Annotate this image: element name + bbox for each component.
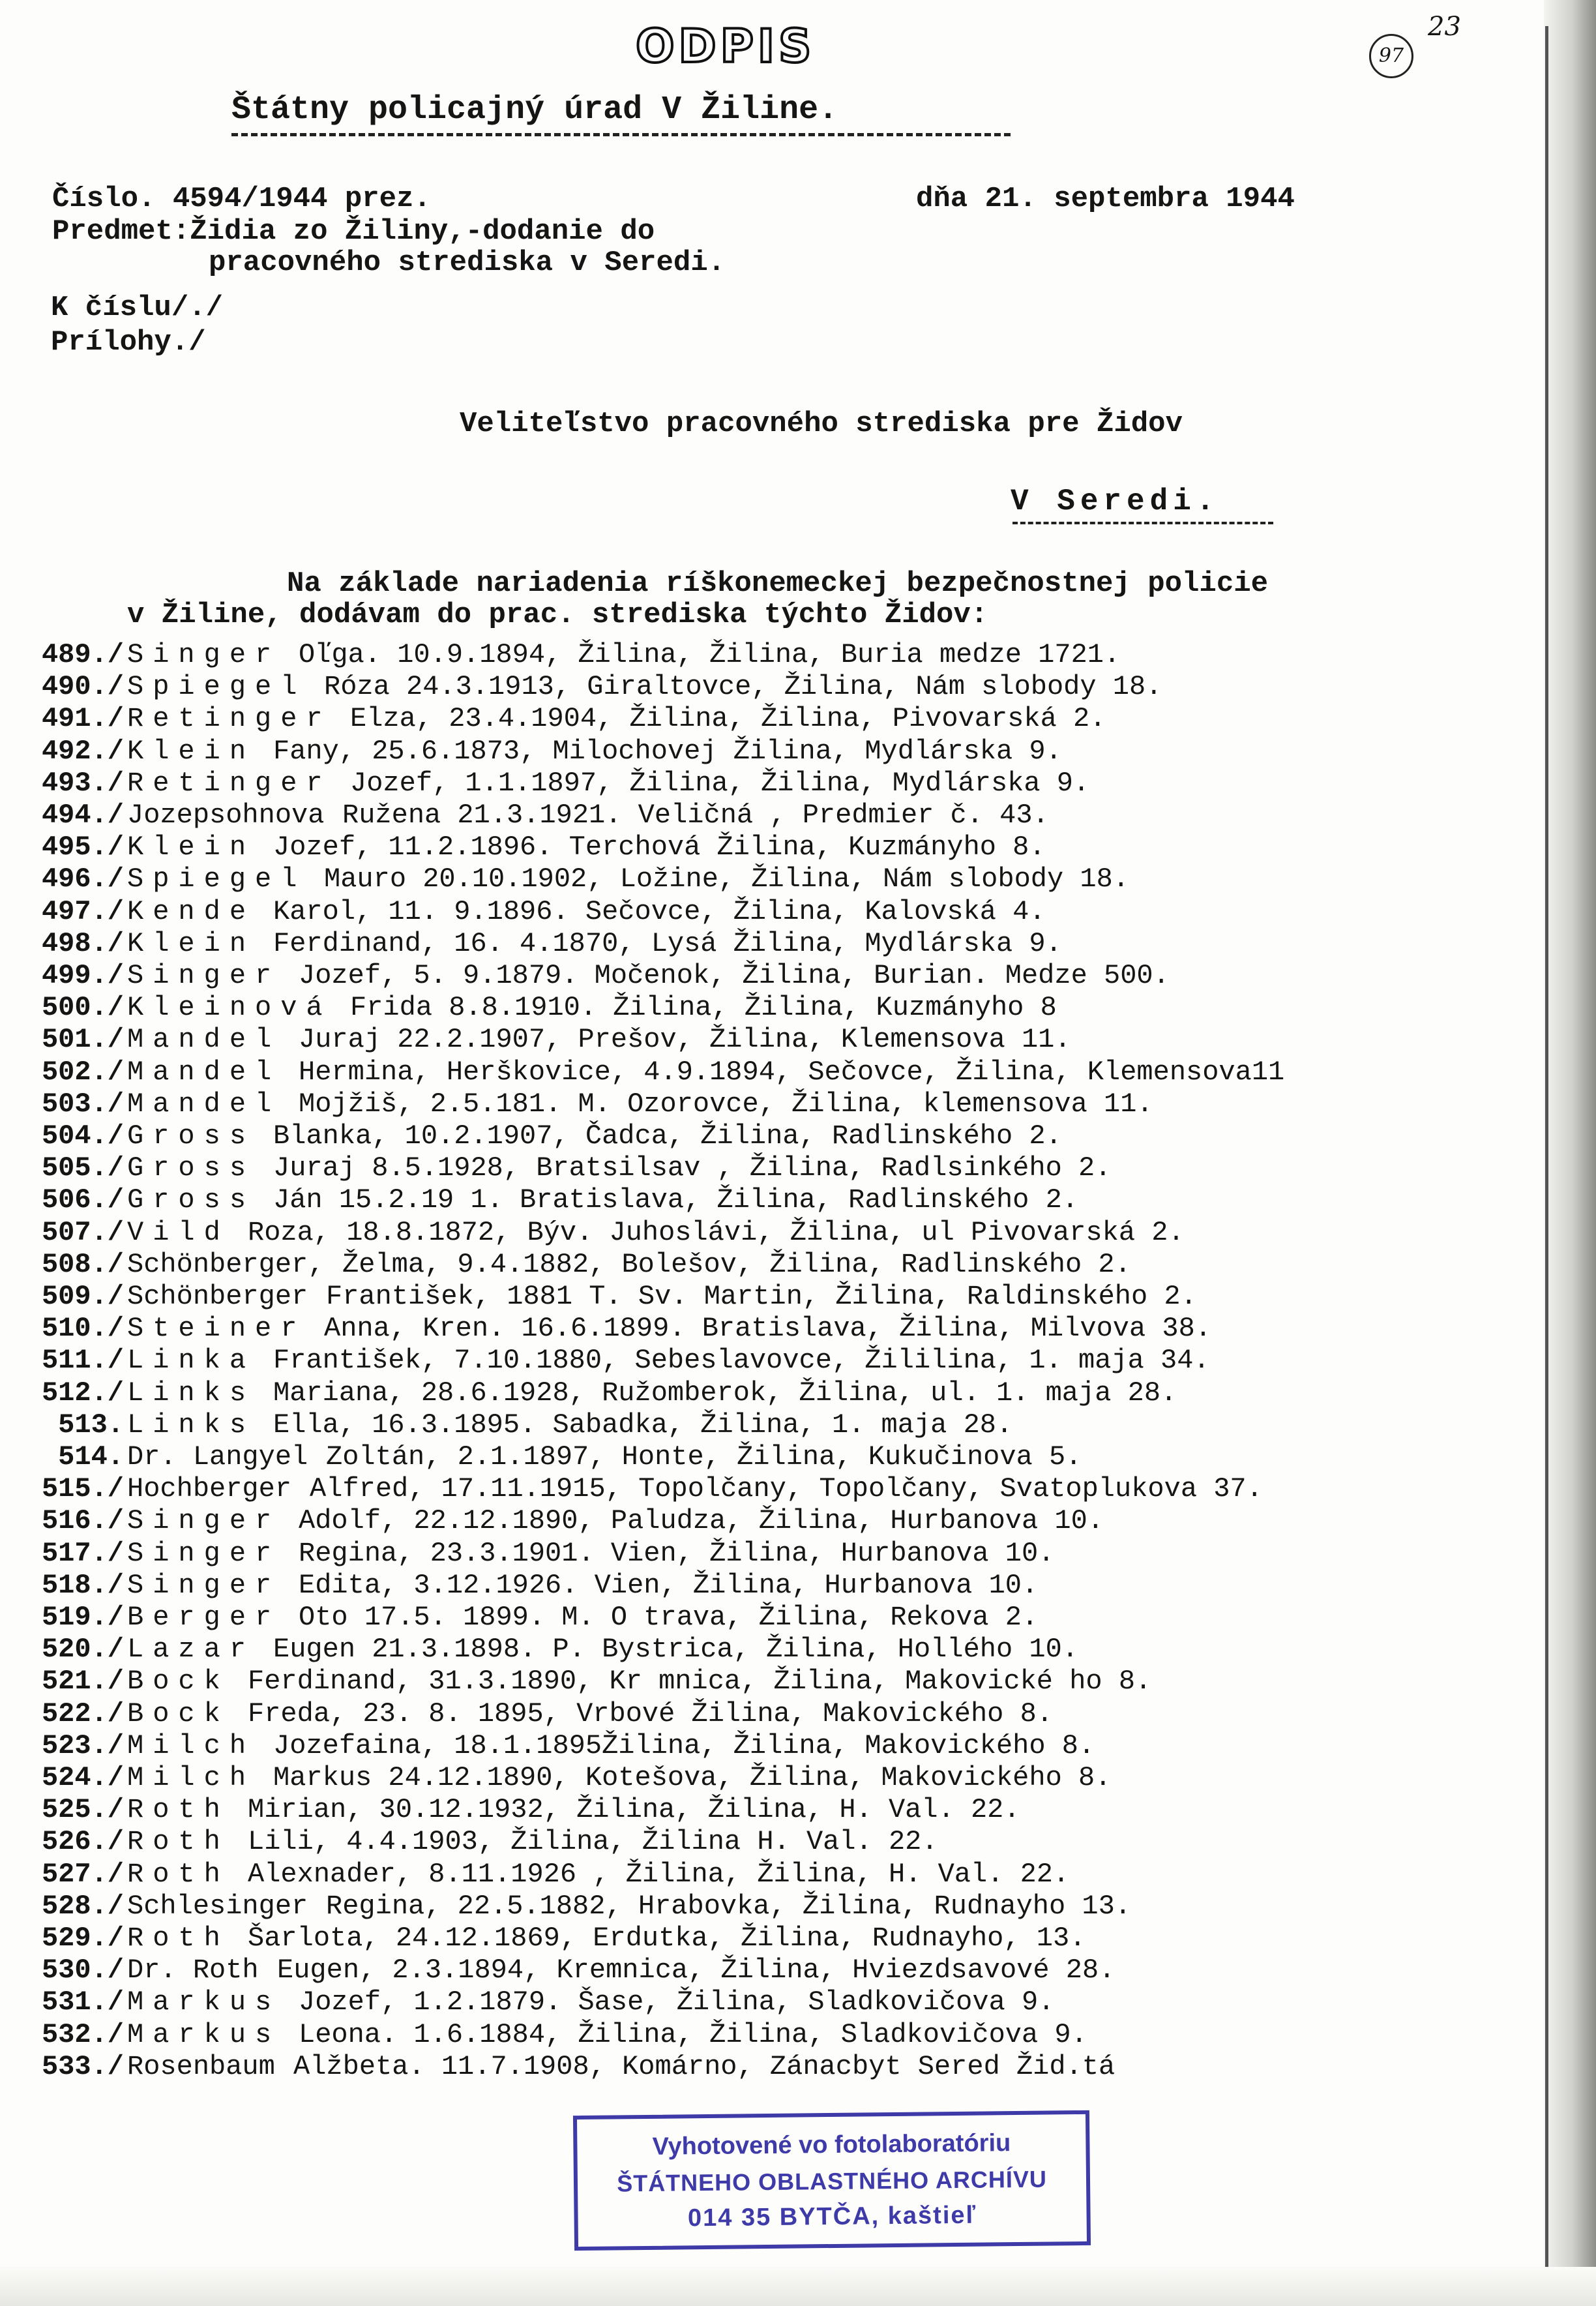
entry-details: Jozef, 1.1.1897, Žilina, Žilina, Mydlárska 9. [350, 767, 1090, 799]
entry-surname: Roth [127, 1923, 229, 1954]
entry-number: 505./ [41, 1152, 124, 1184]
entry-details: Alžbeta. 11.7.1908, Komárno, Zánacbyt Sered Žid.tá [293, 2050, 1116, 2082]
entry-details: Edita, 3.12.1926. Vien, Žilina, Hurbanova 10. [299, 1569, 1039, 1601]
entry-details: Freda, 23. 8. 1895, Vrbové Žilina, Makovického 8. [248, 1698, 1054, 1730]
entry-surname: Links [127, 1409, 256, 1441]
entry-number: 504./ [41, 1120, 124, 1152]
entry-number: 524./ [41, 1762, 124, 1793]
entry-number: 498./ [41, 927, 124, 959]
entry-surname: Singer [127, 1537, 281, 1569]
entry-details: Šarlota, 24.12.1869, Erdutka, Žilina, Rudnayho, 13. [248, 1923, 1086, 1954]
subject-line-2: pracovného strediska v Seredi. [209, 247, 726, 279]
entry-details: Roza, 18.8.1872, Býv. Juhoslávi, Žilina, ul Pivovarská 2. [248, 1216, 1185, 1248]
entry-details: Markus 24.12.1890, Kotešova, Žilina, Makovického 8. [273, 1762, 1112, 1793]
addressee: Veliteľstvo pracovného strediska pre Židov [460, 408, 1183, 440]
entry-details: Hermina, Herškovice, 4.9.1894, Sečovce, Žilina, Klemensova11 [299, 1056, 1285, 1088]
entry-surname: Links [127, 1377, 256, 1409]
entry-surname: Schönberger, [127, 1248, 325, 1280]
entry-number: 494./ [41, 800, 124, 831]
entry-surname: Singer [127, 639, 281, 670]
entry-number: 514. [58, 1441, 124, 1473]
entry-number: 531./ [41, 1986, 124, 2018]
entry-surname: Mandel [127, 1056, 281, 1088]
entry-number: 497./ [41, 895, 124, 927]
stamp-line-2: ŠTÁTNEHO OBLASTNÉHO ARCHÍVU [616, 2165, 1048, 2197]
entry-surname: Singer [127, 960, 281, 991]
document-date: dňa 21. septembra 1944 [916, 183, 1295, 215]
entry-surname: Bock [127, 1698, 229, 1730]
entry-number: 523./ [41, 1730, 124, 1761]
entry-number: 528./ [41, 1890, 124, 1922]
entry-details: Alfred, 17.11.1915, Topolčany, Topolčany, Svatoplukova 37. [310, 1473, 1263, 1505]
entry-number: 509./ [41, 1281, 124, 1312]
reference-number: Číslo. 4594/1944 prez. [52, 183, 431, 215]
entry-surname: Mandel [127, 1024, 281, 1056]
entry-details: Jozefaina, 18.1.1895Žilina, Žilina, Makovického 8. [273, 1730, 1095, 1761]
entry-number: 493./ [41, 767, 124, 799]
entry-number: 517./ [41, 1537, 124, 1569]
entry-details: Mirian, 30.12.1932, Žilina, Žilina, H. Val. 22. [248, 1794, 1020, 1826]
entry-details: Alexnader, 8.11.1926 , Žilina, Žilina, H. Val. 22. [248, 1858, 1070, 1890]
entry-details: Oľga. 10.9.1894, Žilina, Žilina, Buria medze 1721. [299, 639, 1121, 670]
entry-details: Regina, 22.5.1882, Hrabovka, Žilina, Rudnayho 13. [326, 1890, 1132, 1922]
entry-surname: Lazar [127, 1634, 256, 1666]
entry-number: 508./ [41, 1248, 124, 1280]
office-underline [231, 133, 1011, 136]
entry-surname: Retinger [127, 767, 332, 799]
entry-surname: Linka [127, 1345, 256, 1377]
entry-number: 495./ [41, 831, 124, 863]
entry-number: 490./ [41, 671, 124, 703]
entry-details: Mojžiš, 2.5.181. M. Ozorovce, Žilina, klemensova 11. [299, 1088, 1153, 1120]
entry-number: 507./ [41, 1216, 124, 1248]
entry-number: 511./ [41, 1345, 124, 1377]
entry-number: 525./ [41, 1794, 124, 1826]
entry-details: Anna, Kren. 16.6.1899. Bratislava, Žilina, Milvova 38. [324, 1313, 1212, 1345]
entry-surname: Singer [127, 1505, 281, 1537]
entry-surname: Markus [127, 2018, 281, 2050]
intro-line-1: Na základe nariadenia ríškonemeckej bezpečnostnej policie [287, 567, 1269, 600]
entry-number: 492./ [41, 735, 124, 767]
entry-details: Jozef, 11.2.1896. Terchová Žilina, Kuzmányho 8. [273, 831, 1046, 863]
entry-surname: Roth [127, 1826, 229, 1858]
entry-surname: Roth [127, 1794, 229, 1826]
office-name: Štátny policajný úrad V Žiline. [231, 91, 838, 128]
entry-details: František, 1881 T. Sv. Martin, Žilina, Raldinského 2. [326, 1281, 1197, 1312]
entry-surname: Berger [127, 1602, 281, 1633]
entry-surname: Hochberger [127, 1473, 292, 1505]
entry-number: 519./ [41, 1602, 124, 1633]
entry-number: 533./ [41, 2050, 124, 2082]
entry-details: Frida 8.8.1910. Žilina, Žilina, Kuzmányho 8 [350, 992, 1057, 1024]
page-bottom-shadow [0, 2267, 1596, 2306]
entry-details: Oto 17.5. 1899. M. O trava, Žilina, Rekova 2. [299, 1602, 1039, 1633]
entry-surname: Mandel [127, 1088, 281, 1120]
entry-surname: Klein [127, 927, 256, 959]
ref-number-field: K číslu/./ [51, 292, 224, 324]
entry-details: Leona. 1.6.1884, Žilina, Žilina, Sladkovičova 9. [299, 2018, 1087, 2050]
entry-details: Elza, 23.4.1904, Žilina, Žilina, Pivovarská 2. [350, 703, 1106, 735]
entry-details: Ružena 21.3.1921. Veličná , Predmier č. 43. [342, 800, 1049, 831]
entry-surname: Klein [127, 831, 256, 863]
entry-surname: Schlesinger [127, 1890, 308, 1922]
entry-details: Zoltán, 2.1.1897, Honte, Žilina, Kukučinova 5. [326, 1441, 1082, 1473]
entry-number: 518./ [41, 1569, 124, 1601]
entry-details: Mariana, 28.6.1928, Ružomberok, Žilina, ul. 1. maja 28. [273, 1377, 1177, 1409]
addressee-place: V Seredi. [1011, 485, 1220, 518]
entry-number: 501./ [41, 1024, 124, 1056]
entry-details: Želma, 9.4.1882, Bolešov, Žilina, Radlinského 2. [342, 1248, 1131, 1280]
subject-line-1: Predmet:Židia zo Žiliny,-dodanie do [52, 215, 655, 248]
entry-surname: Schönberger [127, 1281, 308, 1312]
entry-number: 520./ [41, 1634, 124, 1666]
entry-surname: Vild [127, 1216, 229, 1248]
entry-number: 530./ [41, 1954, 124, 1986]
entry-surname: Gross [127, 1152, 256, 1184]
stamp-line-3: 014 35 BYTČA, kaštieľ [687, 2201, 977, 2232]
entry-details: Ella, 16.3.1895. Sabadka, Žilina, 1. maja 28. [273, 1409, 1013, 1441]
page-edge-line [1545, 26, 1548, 2269]
entry-details: Karol, 11. 9.1896. Sečovce, Žilina, Kalovská 4. [273, 895, 1046, 927]
entry-surname: Dr. Langyel [127, 1441, 308, 1473]
archive-stamp [573, 2110, 1091, 2251]
entry-number: 529./ [41, 1923, 124, 1954]
entry-details: Jozef, 5. 9.1879. Močenok, Žilina, Burian. Medze 500. [299, 960, 1170, 991]
entry-number: 527./ [41, 1858, 124, 1890]
entry-number: 496./ [41, 863, 124, 895]
entry-number: 489./ [41, 639, 124, 670]
entry-surname: Kende [127, 895, 256, 927]
entry-number: 515./ [41, 1473, 124, 1505]
entry-details: Róza 24.3.1913, Giraltovce, Žilina, Nám slobody 18. [324, 671, 1162, 703]
entry-surname: Milch [127, 1730, 256, 1761]
document-title: ODPIS [636, 20, 816, 73]
entry-details: Juraj 22.2.1907, Prešov, Žilina, Klemensova 11. [299, 1024, 1071, 1056]
entry-details: Ferdinand, 31.3.1890, Kr mnica, Žilina, Makovické ho 8. [248, 1666, 1152, 1698]
entry-surname: Jozepsohnova [127, 800, 325, 831]
entry-details: Eugen, 2.3.1894, Kremnica, Žilina, Hviezdsavové 28. [277, 1954, 1116, 1986]
entry-surname: Gross [127, 1184, 256, 1216]
entry-surname: Klein [127, 735, 256, 767]
place-underline [1012, 522, 1273, 524]
entry-number: 532./ [41, 2018, 124, 2050]
attachments-field: Prílohy./ [51, 326, 206, 359]
entry-surname: Roth [127, 1858, 229, 1890]
entry-details: František, 7.10.1880, Sebeslavovce, Žililina, 1. maja 34. [273, 1345, 1210, 1377]
entry-number: 510./ [41, 1313, 124, 1345]
entry-number: 513. [58, 1409, 124, 1441]
entry-number: 499./ [41, 960, 124, 991]
page-number-handwritten: 23 [1428, 12, 1461, 42]
entry-details: Fany, 25.6.1873, Milochovej Žilina, Mydlárska 9. [273, 735, 1062, 767]
entry-number: 491./ [41, 703, 124, 735]
entry-details: Blanka, 10.2.1907, Čadca, Žilina, Radlinského 2. [273, 1120, 1062, 1152]
entry-details: Eugen 21.3.1898. P. Bystrica, Žilina, Hollého 10. [273, 1634, 1079, 1666]
page-number-circled: 97 [1369, 34, 1413, 78]
entry-surname: Dr. Roth [127, 1954, 259, 1986]
entry-number: 500./ [41, 992, 124, 1024]
entry-number: 522./ [41, 1698, 124, 1730]
entry-details: Mauro 20.10.1902, Ložine, Žilina, Nám slobody 18. [324, 863, 1130, 895]
entry-details: Regina, 23.3.1901. Vien, Žilina, Hurbanova 10. [299, 1537, 1055, 1569]
entry-details: Ján 15.2.19 1. Bratislava, Žilina, Radlinského 2. [273, 1184, 1079, 1216]
entry-surname: Markus [127, 1986, 281, 2018]
entry-number: 512./ [41, 1377, 124, 1409]
entry-surname: Spiegel [127, 863, 306, 895]
entry-surname: Gross [127, 1120, 256, 1152]
entry-surname: Rosenbaum [127, 2050, 275, 2082]
entry-surname: Spiegel [127, 671, 306, 703]
entry-number: 526./ [41, 1826, 124, 1858]
entry-number: 503./ [41, 1088, 124, 1120]
entry-number: 506./ [41, 1184, 124, 1216]
entry-number: 521./ [41, 1666, 124, 1698]
entry-surname: Retinger [127, 703, 332, 735]
intro-line-2: v Žiline, dodávam do prac. strediska týchto Židov: [127, 599, 988, 631]
entry-surname: Kleinová [127, 992, 332, 1024]
entry-number: 502./ [41, 1056, 124, 1088]
entry-details: Juraj 8.5.1928, Bratsilsav , Žilina, Radlsinkého 2. [273, 1152, 1112, 1184]
stamp-line-1: Vyhotovené vo fotolaboratóriu [652, 2129, 1011, 2161]
entry-surname: Steiner [127, 1313, 306, 1345]
page-edge-shadow [1544, 0, 1596, 2306]
entry-number: 516./ [41, 1505, 124, 1537]
entry-surname: Bock [127, 1666, 229, 1698]
entry-details: Ferdinand, 16. 4.1870, Lysá Žilina, Mydlárska 9. [273, 927, 1062, 959]
entry-details: Jozef, 1.2.1879. Šase, Žilina, Sladkovičova 9. [299, 1986, 1055, 2018]
entry-details: Lili, 4.4.1903, Žilina, Žilina H. Val. 22. [248, 1826, 938, 1858]
entry-surname: Milch [127, 1762, 256, 1793]
entry-details: Adolf, 22.12.1890, Paludza, Žilina, Hurbanova 10. [299, 1505, 1104, 1537]
entry-surname: Singer [127, 1569, 281, 1601]
